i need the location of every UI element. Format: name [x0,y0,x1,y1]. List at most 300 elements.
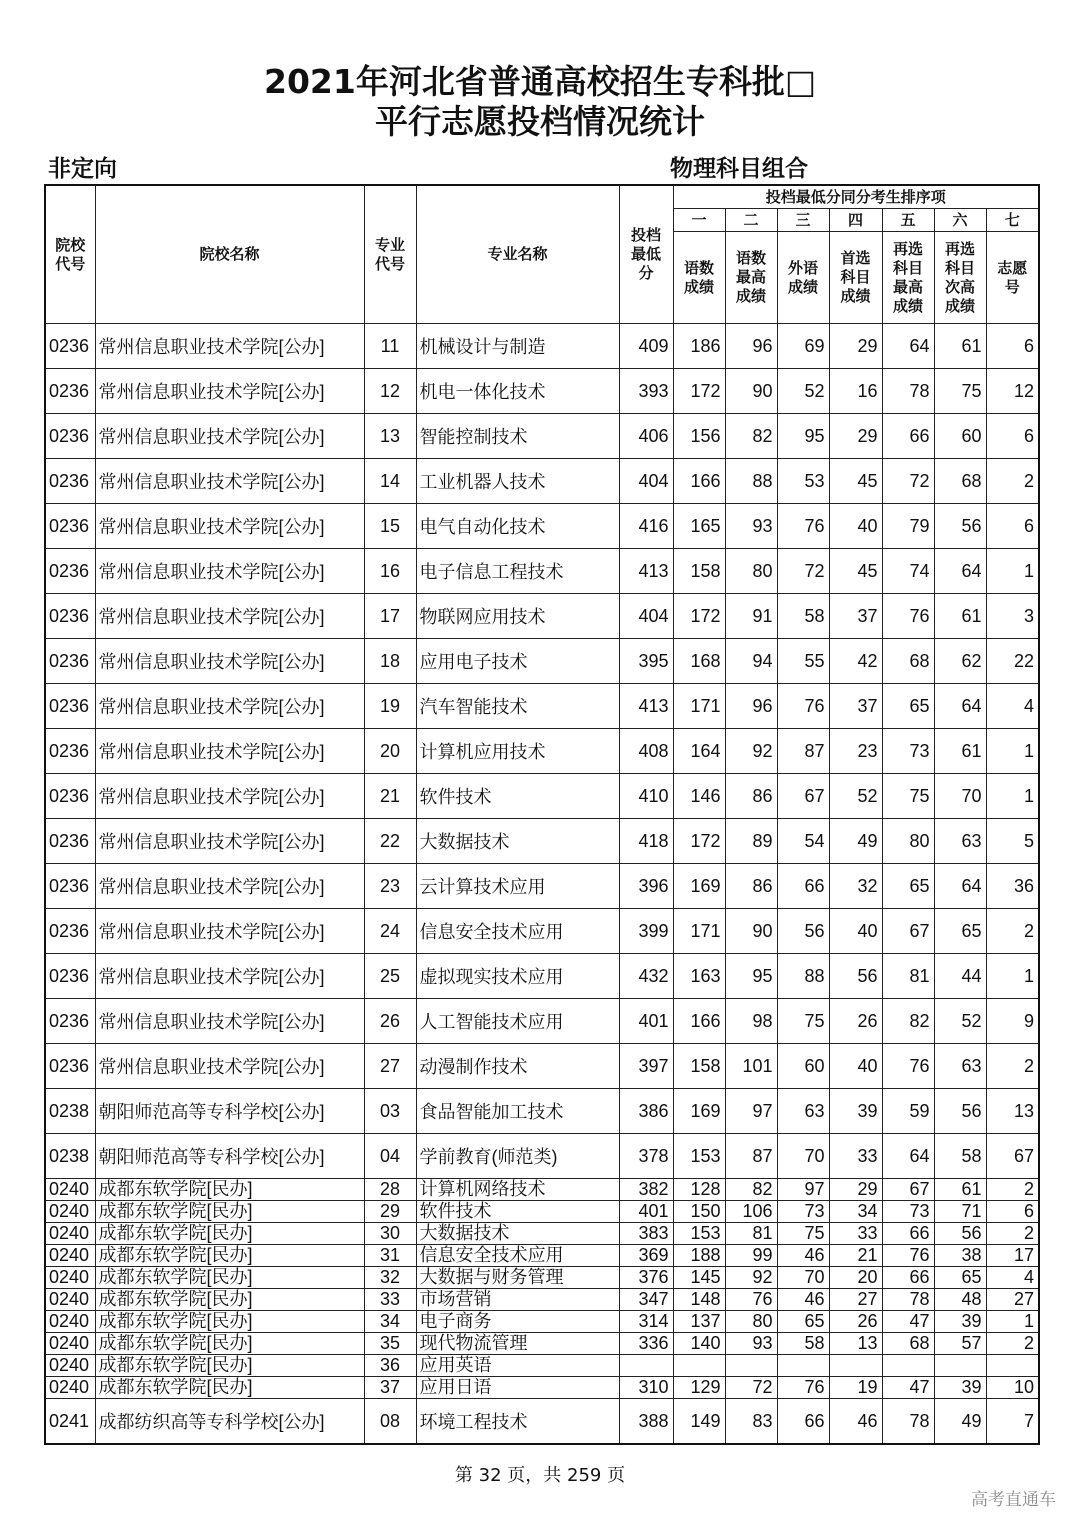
cell-tiebreak-3: 55 [777,639,829,684]
table-row [45,819,1039,864]
cell-tiebreak-6: 56 [934,1089,986,1134]
cell-tiebreak-2: 101 [725,1044,777,1089]
cell-tiebreak-5: 64 [882,1134,934,1179]
cell-tiebreak-4: 52 [829,774,882,819]
cell-tiebreak-2: 83 [725,1399,777,1445]
cell-tiebreak-7: 6 [986,504,1039,549]
cell-major-code: 16 [364,549,416,594]
cell-tiebreak-3: 70 [777,1267,829,1289]
cell-tiebreak-5: 66 [882,414,934,459]
cell-major-name: 食品智能加工技术 [416,1089,619,1134]
cell-major-name: 汽车智能技术 [416,684,619,729]
cell-school-code: 0236 [45,414,95,459]
cell-tiebreak-4: 29 [829,324,882,369]
cell-min-score: 404 [619,594,673,639]
cell-tiebreak-7: 2 [986,459,1039,504]
header-min-score: 投档 最低 分 [619,185,673,324]
cell-school-code: 0238 [45,1089,95,1134]
cell-tiebreak-4: 33 [829,1223,882,1245]
cell-major-code: 34 [364,1311,416,1333]
cell-tiebreak-4: 19 [829,1377,882,1399]
cell-tiebreak-7: 1 [986,1311,1039,1333]
header-tiebreak-col-5: 再选 科目 最高 成绩 [882,232,934,324]
cell-tiebreak-1: 129 [673,1377,725,1399]
cell-tiebreak-6: 44 [934,954,986,999]
cell-tiebreak-7: 10 [986,1377,1039,1399]
table-row [45,1223,1039,1245]
cell-tiebreak-6 [934,1355,986,1377]
cell-school-code: 0240 [45,1201,95,1223]
table-row [45,1355,1039,1377]
cell-tiebreak-6: 63 [934,819,986,864]
cell-tiebreak-3: 54 [777,819,829,864]
cell-tiebreak-5: 72 [882,459,934,504]
cell-major-name: 物联网应用技术 [416,594,619,639]
cell-major-code: 08 [364,1399,416,1445]
cell-major-code: 20 [364,729,416,774]
cell-tiebreak-7: 2 [986,1223,1039,1245]
cell-major-code: 31 [364,1245,416,1267]
table-row [45,549,1039,594]
cell-tiebreak-2: 86 [725,864,777,909]
cell-school-name: 常州信息职业技术学院[公办] [95,594,364,639]
table-row [45,459,1039,504]
cell-min-score: 378 [619,1134,673,1179]
cell-tiebreak-5: 76 [882,1044,934,1089]
cell-tiebreak-4: 26 [829,1311,882,1333]
subtitle-direction: 非定向 [48,156,117,182]
cell-tiebreak-6: 52 [934,999,986,1044]
cell-tiebreak-1: 169 [673,1089,725,1134]
cell-tiebreak-5: 82 [882,999,934,1044]
cell-major-code: 36 [364,1355,416,1377]
cell-tiebreak-3: 60 [777,1044,829,1089]
cell-major-code: 13 [364,414,416,459]
cell-tiebreak-2: 88 [725,459,777,504]
header-tiebreak-col-7: 志愿 号 [986,232,1039,324]
cell-tiebreak-2: 86 [725,774,777,819]
cell-tiebreak-5: 66 [882,1267,934,1289]
cell-tiebreak-4: 37 [829,594,882,639]
cell-tiebreak-7: 5 [986,819,1039,864]
cell-school-name: 常州信息职业技术学院[公办] [95,504,364,549]
cell-tiebreak-6: 56 [934,1223,986,1245]
cell-tiebreak-1: 186 [673,324,725,369]
cell-major-name: 动漫制作技术 [416,1044,619,1089]
cell-min-score: 369 [619,1245,673,1267]
cell-school-name: 常州信息职业技术学院[公办] [95,684,364,729]
cell-school-name: 成都东软学院[民办] [95,1223,364,1245]
cell-tiebreak-5: 78 [882,369,934,414]
cell-tiebreak-1: 140 [673,1333,725,1355]
cell-tiebreak-6: 62 [934,639,986,684]
cell-tiebreak-4: 34 [829,1201,882,1223]
cell-school-code: 0240 [45,1245,95,1267]
cell-school-code: 0236 [45,909,95,954]
cell-tiebreak-2: 87 [725,1134,777,1179]
cell-tiebreak-2: 82 [725,414,777,459]
cell-min-score: 397 [619,1044,673,1089]
cell-tiebreak-4: 29 [829,1179,882,1201]
cell-school-name: 成都东软学院[民办] [95,1377,364,1399]
cell-tiebreak-6: 61 [934,1179,986,1201]
cell-tiebreak-5: 76 [882,594,934,639]
cell-major-code: 19 [364,684,416,729]
header-rank-3: 三 [777,209,829,232]
cell-tiebreak-3: 75 [777,1223,829,1245]
cell-tiebreak-3: 76 [777,504,829,549]
cell-tiebreak-5: 74 [882,549,934,594]
cell-tiebreak-2: 97 [725,1089,777,1134]
cell-tiebreak-3: 66 [777,864,829,909]
table-body [45,324,1039,1445]
cell-school-name: 成都纺织高等专科学校[公办] [95,1399,364,1445]
table-row [45,1134,1039,1179]
cell-school-code: 0236 [45,594,95,639]
cell-school-code: 0241 [45,1399,95,1445]
cell-major-code: 37 [364,1377,416,1399]
cell-tiebreak-3: 53 [777,459,829,504]
cell-tiebreak-5: 47 [882,1377,934,1399]
cell-tiebreak-3: 56 [777,909,829,954]
cell-tiebreak-7: 27 [986,1289,1039,1311]
cell-tiebreak-7: 2 [986,1044,1039,1089]
table-row [45,1201,1039,1223]
cell-major-code: 28 [364,1179,416,1201]
cell-tiebreak-3: 76 [777,1377,829,1399]
cell-major-code: 17 [364,594,416,639]
header-rank-6: 六 [934,209,986,232]
cell-major-name: 大数据技术 [416,819,619,864]
cell-major-name: 软件技术 [416,1201,619,1223]
cell-tiebreak-2 [725,1355,777,1377]
table-row [45,1089,1039,1134]
cell-tiebreak-3: 75 [777,999,829,1044]
cell-tiebreak-6: 64 [934,684,986,729]
cell-school-code: 0240 [45,1355,95,1377]
cell-tiebreak-1: 164 [673,729,725,774]
cell-major-code: 32 [364,1267,416,1289]
cell-school-name: 常州信息职业技术学院[公办] [95,954,364,999]
table-row [45,504,1039,549]
cell-school-name: 常州信息职业技术学院[公办] [95,369,364,414]
cell-tiebreak-7: 17 [986,1245,1039,1267]
cell-tiebreak-1: 137 [673,1311,725,1333]
cell-school-name: 常州信息职业技术学院[公办] [95,459,364,504]
cell-min-score: 418 [619,819,673,864]
cell-school-name: 常州信息职业技术学院[公办] [95,729,364,774]
cell-tiebreak-3 [777,1355,829,1377]
page-title-line2: 平行志愿投档情况统计 [375,102,705,141]
cell-school-code: 0236 [45,864,95,909]
cell-tiebreak-7: 3 [986,594,1039,639]
cell-tiebreak-5: 79 [882,504,934,549]
cell-tiebreak-6: 39 [934,1377,986,1399]
table-row [45,909,1039,954]
cell-major-code: 15 [364,504,416,549]
cell-tiebreak-4: 37 [829,684,882,729]
cell-major-code: 30 [364,1223,416,1245]
cell-tiebreak-7: 22 [986,639,1039,684]
cell-min-score: 388 [619,1399,673,1445]
cell-min-score: 399 [619,909,673,954]
cell-school-code: 0240 [45,1333,95,1355]
cell-school-code: 0236 [45,549,95,594]
table-row [45,1179,1039,1201]
cell-tiebreak-6: 60 [934,414,986,459]
cell-tiebreak-5: 67 [882,909,934,954]
table-row [45,1289,1039,1311]
cell-min-score: 404 [619,459,673,504]
cell-tiebreak-6: 49 [934,1399,986,1445]
cell-major-name: 工业机器人技术 [416,459,619,504]
cell-tiebreak-7: 1 [986,954,1039,999]
header-tiebreak-col-1: 语数 成绩 [673,232,725,324]
cell-tiebreak-2: 94 [725,639,777,684]
cell-major-name: 电子商务 [416,1311,619,1333]
cell-tiebreak-1: 128 [673,1179,725,1201]
cell-school-name: 常州信息职业技术学院[公办] [95,639,364,684]
cell-tiebreak-7: 2 [986,1333,1039,1355]
cell-tiebreak-3: 66 [777,1399,829,1445]
cell-school-name: 常州信息职业技术学院[公办] [95,324,364,369]
cell-tiebreak-6: 63 [934,1044,986,1089]
cell-tiebreak-1: 156 [673,414,725,459]
cell-major-code: 22 [364,819,416,864]
cell-tiebreak-1: 188 [673,1245,725,1267]
cell-tiebreak-5: 64 [882,324,934,369]
cell-tiebreak-7: 1 [986,729,1039,774]
table-row [45,414,1039,459]
header-rank-7: 七 [986,209,1039,232]
cell-tiebreak-1: 171 [673,684,725,729]
cell-tiebreak-2: 90 [725,369,777,414]
cell-min-score: 401 [619,1201,673,1223]
table-row [45,639,1039,684]
table-row [45,729,1039,774]
cell-school-name: 常州信息职业技术学院[公办] [95,999,364,1044]
table-row [45,954,1039,999]
cell-major-code: 12 [364,369,416,414]
cell-tiebreak-5: 81 [882,954,934,999]
cell-major-name: 智能控制技术 [416,414,619,459]
cell-major-name: 机电一体化技术 [416,369,619,414]
cell-tiebreak-1: 171 [673,909,725,954]
cell-min-score: 410 [619,774,673,819]
cell-major-name: 现代物流管理 [416,1333,619,1355]
cell-tiebreak-5: 47 [882,1311,934,1333]
cell-major-code: 03 [364,1089,416,1134]
cell-tiebreak-7: 6 [986,324,1039,369]
table-row [45,1245,1039,1267]
cell-school-code: 0236 [45,324,95,369]
cell-tiebreak-4: 20 [829,1267,882,1289]
cell-major-code: 11 [364,324,416,369]
table-row [45,1333,1039,1355]
cell-school-code: 0236 [45,954,95,999]
cell-tiebreak-3: 58 [777,594,829,639]
cell-major-name: 机械设计与制造 [416,324,619,369]
cell-tiebreak-4: 32 [829,864,882,909]
cell-tiebreak-7: 4 [986,684,1039,729]
cell-tiebreak-2: 90 [725,909,777,954]
cell-major-code: 14 [364,459,416,504]
cell-school-name: 朝阳师范高等专科学校[公办] [95,1089,364,1134]
cell-major-name: 应用英语 [416,1355,619,1377]
cell-tiebreak-1: 166 [673,999,725,1044]
cell-school-name: 常州信息职业技术学院[公办] [95,909,364,954]
header-major-name: 专业名称 [416,185,619,324]
cell-tiebreak-3: 70 [777,1134,829,1179]
cell-school-code: 0236 [45,1044,95,1089]
cell-major-code: 33 [364,1289,416,1311]
cell-min-score: 401 [619,999,673,1044]
cell-tiebreak-6: 65 [934,909,986,954]
cell-min-score: 382 [619,1179,673,1201]
cell-tiebreak-2: 91 [725,594,777,639]
cell-min-score: 383 [619,1223,673,1245]
cell-school-name: 朝阳师范高等专科学校[公办] [95,1134,364,1179]
cell-tiebreak-5 [882,1355,934,1377]
cell-tiebreak-2: 96 [725,324,777,369]
cell-tiebreak-6: 56 [934,504,986,549]
cell-tiebreak-5: 66 [882,1223,934,1245]
cell-tiebreak-1: 163 [673,954,725,999]
cell-tiebreak-2: 92 [725,1267,777,1289]
cell-major-name: 学前教育(师范类) [416,1134,619,1179]
cell-min-score: 310 [619,1377,673,1399]
cell-tiebreak-6: 61 [934,729,986,774]
cell-school-code: 0236 [45,459,95,504]
cell-tiebreak-3: 69 [777,324,829,369]
cell-min-score: 393 [619,369,673,414]
cell-major-name: 计算机网络技术 [416,1179,619,1201]
table-row [45,999,1039,1044]
cell-school-code: 0240 [45,1377,95,1399]
cell-major-name: 虚拟现实技术应用 [416,954,619,999]
cell-tiebreak-2: 72 [725,1377,777,1399]
table-row [45,684,1039,729]
cell-tiebreak-1: 166 [673,459,725,504]
page-title-line1: 2021年河北省普通高校招生专科批□ [263,62,817,101]
cell-major-code: 24 [364,909,416,954]
cell-tiebreak-5: 67 [882,1179,934,1201]
cell-tiebreak-4: 46 [829,1399,882,1445]
cell-major-name: 大数据与财务管理 [416,1267,619,1289]
cell-major-name: 电气自动化技术 [416,504,619,549]
cell-major-code: 25 [364,954,416,999]
cell-school-name: 成都东软学院[民办] [95,1333,364,1355]
cell-tiebreak-5: 68 [882,639,934,684]
cell-school-code: 0236 [45,639,95,684]
cell-tiebreak-7 [986,1355,1039,1377]
cell-min-score: 409 [619,324,673,369]
cell-tiebreak-3: 87 [777,729,829,774]
cell-school-code: 0236 [45,684,95,729]
cell-tiebreak-3: 46 [777,1289,829,1311]
cell-major-code: 26 [364,999,416,1044]
cell-tiebreak-1: 168 [673,639,725,684]
cell-school-code: 0236 [45,819,95,864]
cell-tiebreak-1: 158 [673,549,725,594]
cell-tiebreak-3: 67 [777,774,829,819]
cell-tiebreak-1 [673,1355,725,1377]
cell-school-code: 0240 [45,1179,95,1201]
cell-tiebreak-6: 38 [934,1245,986,1267]
cell-tiebreak-4: 16 [829,369,882,414]
cell-tiebreak-2: 96 [725,684,777,729]
cell-tiebreak-1: 150 [673,1201,725,1223]
cell-tiebreak-2: 93 [725,504,777,549]
cell-tiebreak-5: 76 [882,1245,934,1267]
cell-tiebreak-6: 71 [934,1201,986,1223]
cell-tiebreak-1: 172 [673,369,725,414]
cell-tiebreak-1: 158 [673,1044,725,1089]
cell-school-code: 0238 [45,1134,95,1179]
cell-tiebreak-1: 148 [673,1289,725,1311]
cell-tiebreak-1: 149 [673,1399,725,1445]
cell-tiebreak-4: 13 [829,1333,882,1355]
cell-major-code: 18 [364,639,416,684]
header-tiebreak-col-3: 外语 成绩 [777,232,829,324]
cell-school-name: 常州信息职业技术学院[公办] [95,864,364,909]
cell-tiebreak-4: 39 [829,1089,882,1134]
cell-tiebreak-7: 6 [986,414,1039,459]
table-header [45,185,1039,324]
header-school-code: 院校 代号 [45,185,95,324]
cell-school-name: 成都东软学院[民办] [95,1355,364,1377]
header-school-name: 院校名称 [95,185,364,324]
cell-tiebreak-4: 42 [829,639,882,684]
cell-min-score: 376 [619,1267,673,1289]
page-footer: 第 32 页，共 259 页 [454,1465,626,1486]
cell-school-name: 成都东软学院[民办] [95,1201,364,1223]
cell-tiebreak-5: 75 [882,774,934,819]
table-row [45,594,1039,639]
cell-school-code: 0236 [45,729,95,774]
cell-tiebreak-7: 7 [986,1399,1039,1445]
cell-tiebreak-5: 59 [882,1089,934,1134]
cell-tiebreak-1: 172 [673,594,725,639]
cell-tiebreak-3: 58 [777,1333,829,1355]
cell-major-name: 计算机应用技术 [416,729,619,774]
header-rank-1: 一 [673,209,725,232]
cell-tiebreak-2: 80 [725,1311,777,1333]
cell-major-name: 信息安全技术应用 [416,909,619,954]
cell-major-name: 云计算技术应用 [416,864,619,909]
cell-tiebreak-3: 76 [777,684,829,729]
cell-tiebreak-6: 75 [934,369,986,414]
cell-min-score: 314 [619,1311,673,1333]
cell-tiebreak-3: 63 [777,1089,829,1134]
cell-tiebreak-3: 52 [777,369,829,414]
cell-major-code: 35 [364,1333,416,1355]
cell-major-name: 软件技术 [416,774,619,819]
cell-tiebreak-2: 106 [725,1201,777,1223]
cell-min-score: 413 [619,549,673,594]
cell-tiebreak-6: 58 [934,1134,986,1179]
header-tiebreak-group: 投档最低分同分考生排序项 [673,185,1039,209]
cell-tiebreak-7: 4 [986,1267,1039,1289]
cell-tiebreak-4: 40 [829,1044,882,1089]
cell-tiebreak-2: 80 [725,549,777,594]
cell-tiebreak-4: 40 [829,504,882,549]
cell-min-score: 396 [619,864,673,909]
cell-min-score: 416 [619,504,673,549]
cell-tiebreak-2: 98 [725,999,777,1044]
cell-major-name: 应用电子技术 [416,639,619,684]
table-row [45,1377,1039,1399]
